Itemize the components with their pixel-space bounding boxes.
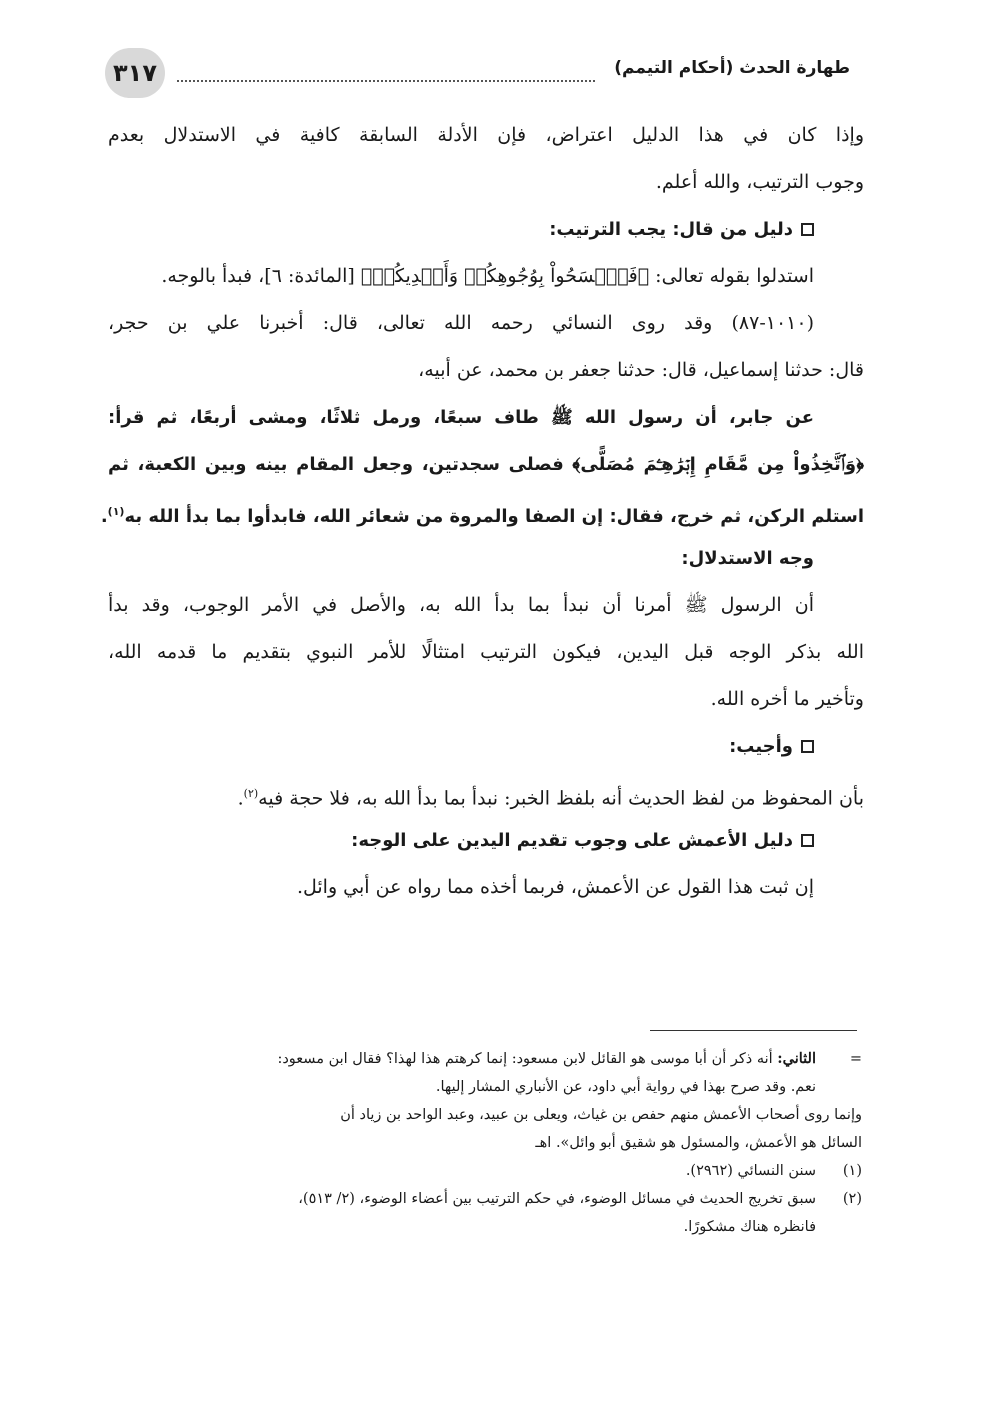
section-heading [108, 206, 864, 253]
footnote-bold: الثاني: [777, 1050, 816, 1067]
footnote-ref: (١) [107, 505, 125, 518]
footnote-text: وإنما روى أصحاب الأعمش منهم حفص بن غياث، ويعلى بن عبيد، وعبد الواحد بن زياد أن [340, 1107, 862, 1123]
section-heading: وجه الاستدلال: [681, 548, 814, 569]
footnote-text: سبق تخريج الحديث في مسائل الوضوء، في حكم الترتيب بين أعضاء الوضوء، (٢/ ٥١٣)، [298, 1191, 816, 1207]
footnote-text: سنن النسائي (٢٩٦٢). [685, 1163, 816, 1179]
footnote-continuation [140, 1045, 862, 1073]
footnote-1 [140, 1157, 862, 1185]
checkbox-square-icon [801, 223, 814, 236]
footnote-line [140, 1073, 862, 1101]
footnote-2 [140, 1185, 862, 1213]
text-line: الله بذكر الوجه قبل اليدين، فيكون الترتيب امتثالًا للأمر النبوي بتقديم ما قدمه الله، [108, 641, 864, 663]
footnote-text: نعم. وقد صرح بهذا في رواية أبي داود، عن الأنباري المشار إليها. [435, 1079, 816, 1095]
header-dotted-leader [177, 80, 595, 82]
continuation-marker: = [849, 1051, 862, 1067]
running-title: طهارة الحدث (أحكام التيمم) [614, 58, 850, 78]
text-line: وتأخير ما أخره الله. [710, 688, 864, 710]
footnote-number: (٢) [842, 1191, 862, 1207]
text-line: بأن المحفوظ من لفظ الحديث أنه بلفظ الخبر: نبدأ بما بدأ الله به، فلا حجة فيه$^{(٢)}$. [237, 787, 864, 810]
heading-text: دليل الأعمش على وجوب تقديم اليدين على الوجه: [351, 830, 793, 851]
main-text [100, 112, 864, 911]
footnotes [140, 1045, 862, 1241]
footnote-line [140, 1101, 862, 1129]
footnote-number: (١) [842, 1163, 862, 1179]
footnote-text: فانظره هناك مشكورًا. [683, 1219, 816, 1235]
section-heading [108, 817, 864, 864]
footnote-text: أنه ذكر أن أبا موسى هو القائل لابن مسعود: إنما كرهتم هذا لهذا؟ فقال ابن مسعود: [277, 1051, 773, 1067]
text-line: إن ثبت هذا القول عن الأعمش، فربما أخذه مما رواه عن أبي وائل. [296, 876, 814, 898]
section-heading [108, 723, 864, 770]
footnote-line [140, 1213, 862, 1241]
heading-text: دليل من قال: يجب الترتيب: [549, 219, 793, 240]
page-header [105, 48, 860, 98]
hadith-line: ﴿وَٱتَّخِذُواْ مِن مَّقَامِ إِبۡرَٰهِـۧمَ مُصَلًّى﴾ فصلى سجدتين، وجعل المقام بينه وبين الكعبة، ثم [108, 454, 864, 475]
heading-text: وأجيب: [729, 736, 793, 757]
footnote-separator [650, 1030, 857, 1031]
text-line: استدلوا بقوله تعالى: ﴿فَٱمۡسَحُواْ بِوُجُوهِكُمۡ وَأَيۡدِيكُمۡ﴾ [المائدة: ٦]، فبدأ بالوجه. [161, 265, 814, 287]
hadith-text: استلم الركن، ثم خرج، فقال: إن الصفا والمروة من شعائر الله، فابدأوا بما بدأ الله به [124, 506, 864, 527]
checkbox-square-icon [801, 834, 814, 847]
footnote-line [140, 1129, 862, 1157]
text-line: أن الرسول ﷺ أمرنا أن نبدأ بما بدأ الله به، والأصل في الأمر الوجوب، وقد بدأ [108, 594, 814, 616]
footnote-text: السائل هو الأعمش، والمسئول هو شقيق أبو وائل». اهـ [535, 1135, 862, 1151]
text-line: قال: حدثنا إسماعيل، قال: حدثنا جعفر بن محمد، عن أبيه، [418, 359, 864, 381]
text-line: وجوب الترتيب، والله أعلم. [655, 171, 864, 193]
hadith-line: استلم الركن، ثم خرج، فقال: إن الصفا والمروة من شعائر الله، فابدأوا بما بدأ الله به$^{(١)}$. [100, 505, 864, 527]
text-line: وإذا كان في هذا الدليل اعتراض، فإن الأدلة السابقة كافية في الاستدلال بعدم [108, 124, 864, 146]
text-span: بأن المحفوظ من لفظ الحديث أنه بلفظ الخبر: نبدأ بما بدأ الله به، فلا حجة فيه [258, 787, 864, 810]
checkbox-square-icon [801, 740, 814, 753]
text-line: (١٠١٠-٨٧) وقد روى النسائي رحمه الله تعالى، قال: أخبرنا علي بن حجر، [108, 312, 814, 334]
page-number: ٣١٧ [105, 48, 165, 98]
hadith-line: عن جابر، أن رسول الله ﷺ طاف سبعًا، ورمل ثلاثًا، ومشى أربعًا، ثم قرأ: [108, 407, 814, 428]
footnote-ref: (٢) [243, 787, 259, 800]
